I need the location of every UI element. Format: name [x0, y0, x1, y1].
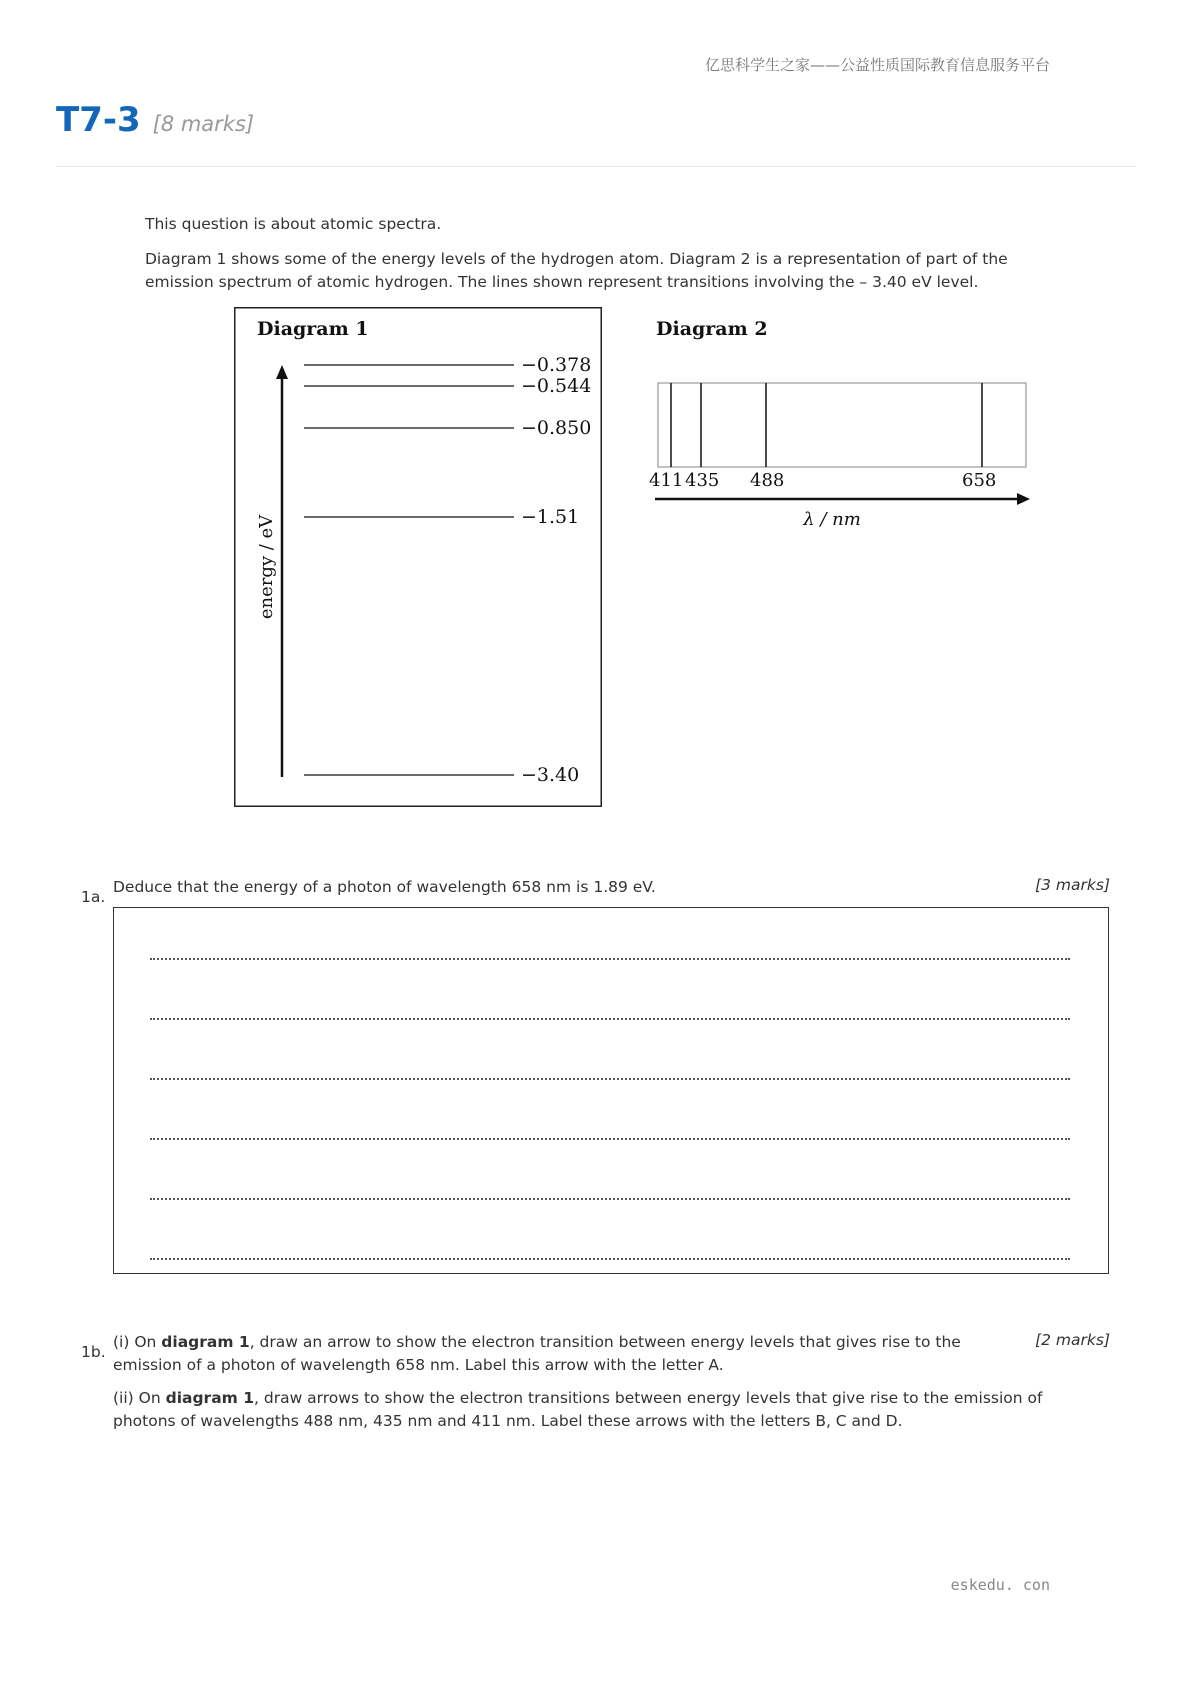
wavelength-axis-label: λ / nm [803, 509, 861, 530]
energy-level-label: −0.850 [521, 417, 592, 439]
question-marks-1b: [2 marks] [1035, 1331, 1110, 1349]
energy-axis-arrowhead [276, 365, 288, 379]
answer-line[interactable] [150, 1198, 1070, 1200]
wavelength-label: 658 [962, 470, 997, 491]
intro-paragraph-2: Diagram 1 shows some of the energy levels of the hydrogen atom. Diagram 2 is a representation of part of the emission spectrum of atomic hydrogen. The lines shown represent transitions involving the – 3.40 eV level. [145, 250, 1008, 291]
question-number-1b: 1b. [81, 1343, 106, 1361]
title-divider [56, 166, 1136, 167]
page-header: 亿思科学生之家——公益性质国际教育信息服务平台 [704, 56, 1050, 74]
diagram-2-title: Diagram 2 [656, 318, 768, 340]
page-footer: eskedu. con [950, 1576, 1050, 1594]
answer-line[interactable] [150, 1078, 1070, 1080]
intro-paragraph-1: This question is about atomic spectra. [145, 215, 442, 233]
energy-level-label: −1.51 [521, 506, 580, 528]
wavelength-axis-arrowhead [1017, 493, 1030, 505]
question-1b-part-ii: (ii) On diagram 1, draw arrows to show the electron transitions between energy levels that give rise to the emission of photons of wavelengths 488 nm, 435 nm and 411 nm. Label these arrows with the letters B, C and D. [113, 1389, 1043, 1430]
answer-line[interactable] [150, 1018, 1070, 1020]
energy-axis-label: energy / eV [256, 514, 277, 620]
wavelength-label: 411 [649, 470, 684, 491]
question-number-1a: 1a. [81, 888, 106, 906]
total-marks: [8 marks] [152, 112, 255, 136]
energy-level-label: −3.40 [521, 764, 580, 786]
spectrum-box [658, 383, 1026, 467]
question-text-1b [113, 1331, 1043, 1443]
wavelength-label: 435 [685, 470, 720, 491]
energy-level-label: −0.544 [521, 375, 592, 397]
diagram-2 [645, 307, 1045, 537]
diagram-1-title: Diagram 1 [257, 318, 369, 340]
question-code: T7-3 [56, 100, 141, 140]
question-1b-part-i: (i) On diagram 1, draw an arrow to show the electron transition between energy levels that gives rise to the emission of a photon of wavelength 658 nm. Label this arrow with the letter A. [113, 1333, 961, 1374]
question-text-1a: Deduce that the energy of a photon of wavelength 658 nm is 1.89 eV. [113, 878, 656, 896]
answer-box-1a[interactable] [113, 907, 1109, 1274]
question-marks-1a: [3 marks] [1035, 876, 1110, 894]
diagram-1 [234, 307, 602, 807]
wavelength-label: 488 [750, 470, 785, 491]
answer-line[interactable] [150, 1258, 1070, 1260]
title-row [56, 100, 254, 140]
answer-line[interactable] [150, 958, 1070, 960]
answer-line[interactable] [150, 1138, 1070, 1140]
energy-level-label: −0.378 [521, 354, 592, 376]
